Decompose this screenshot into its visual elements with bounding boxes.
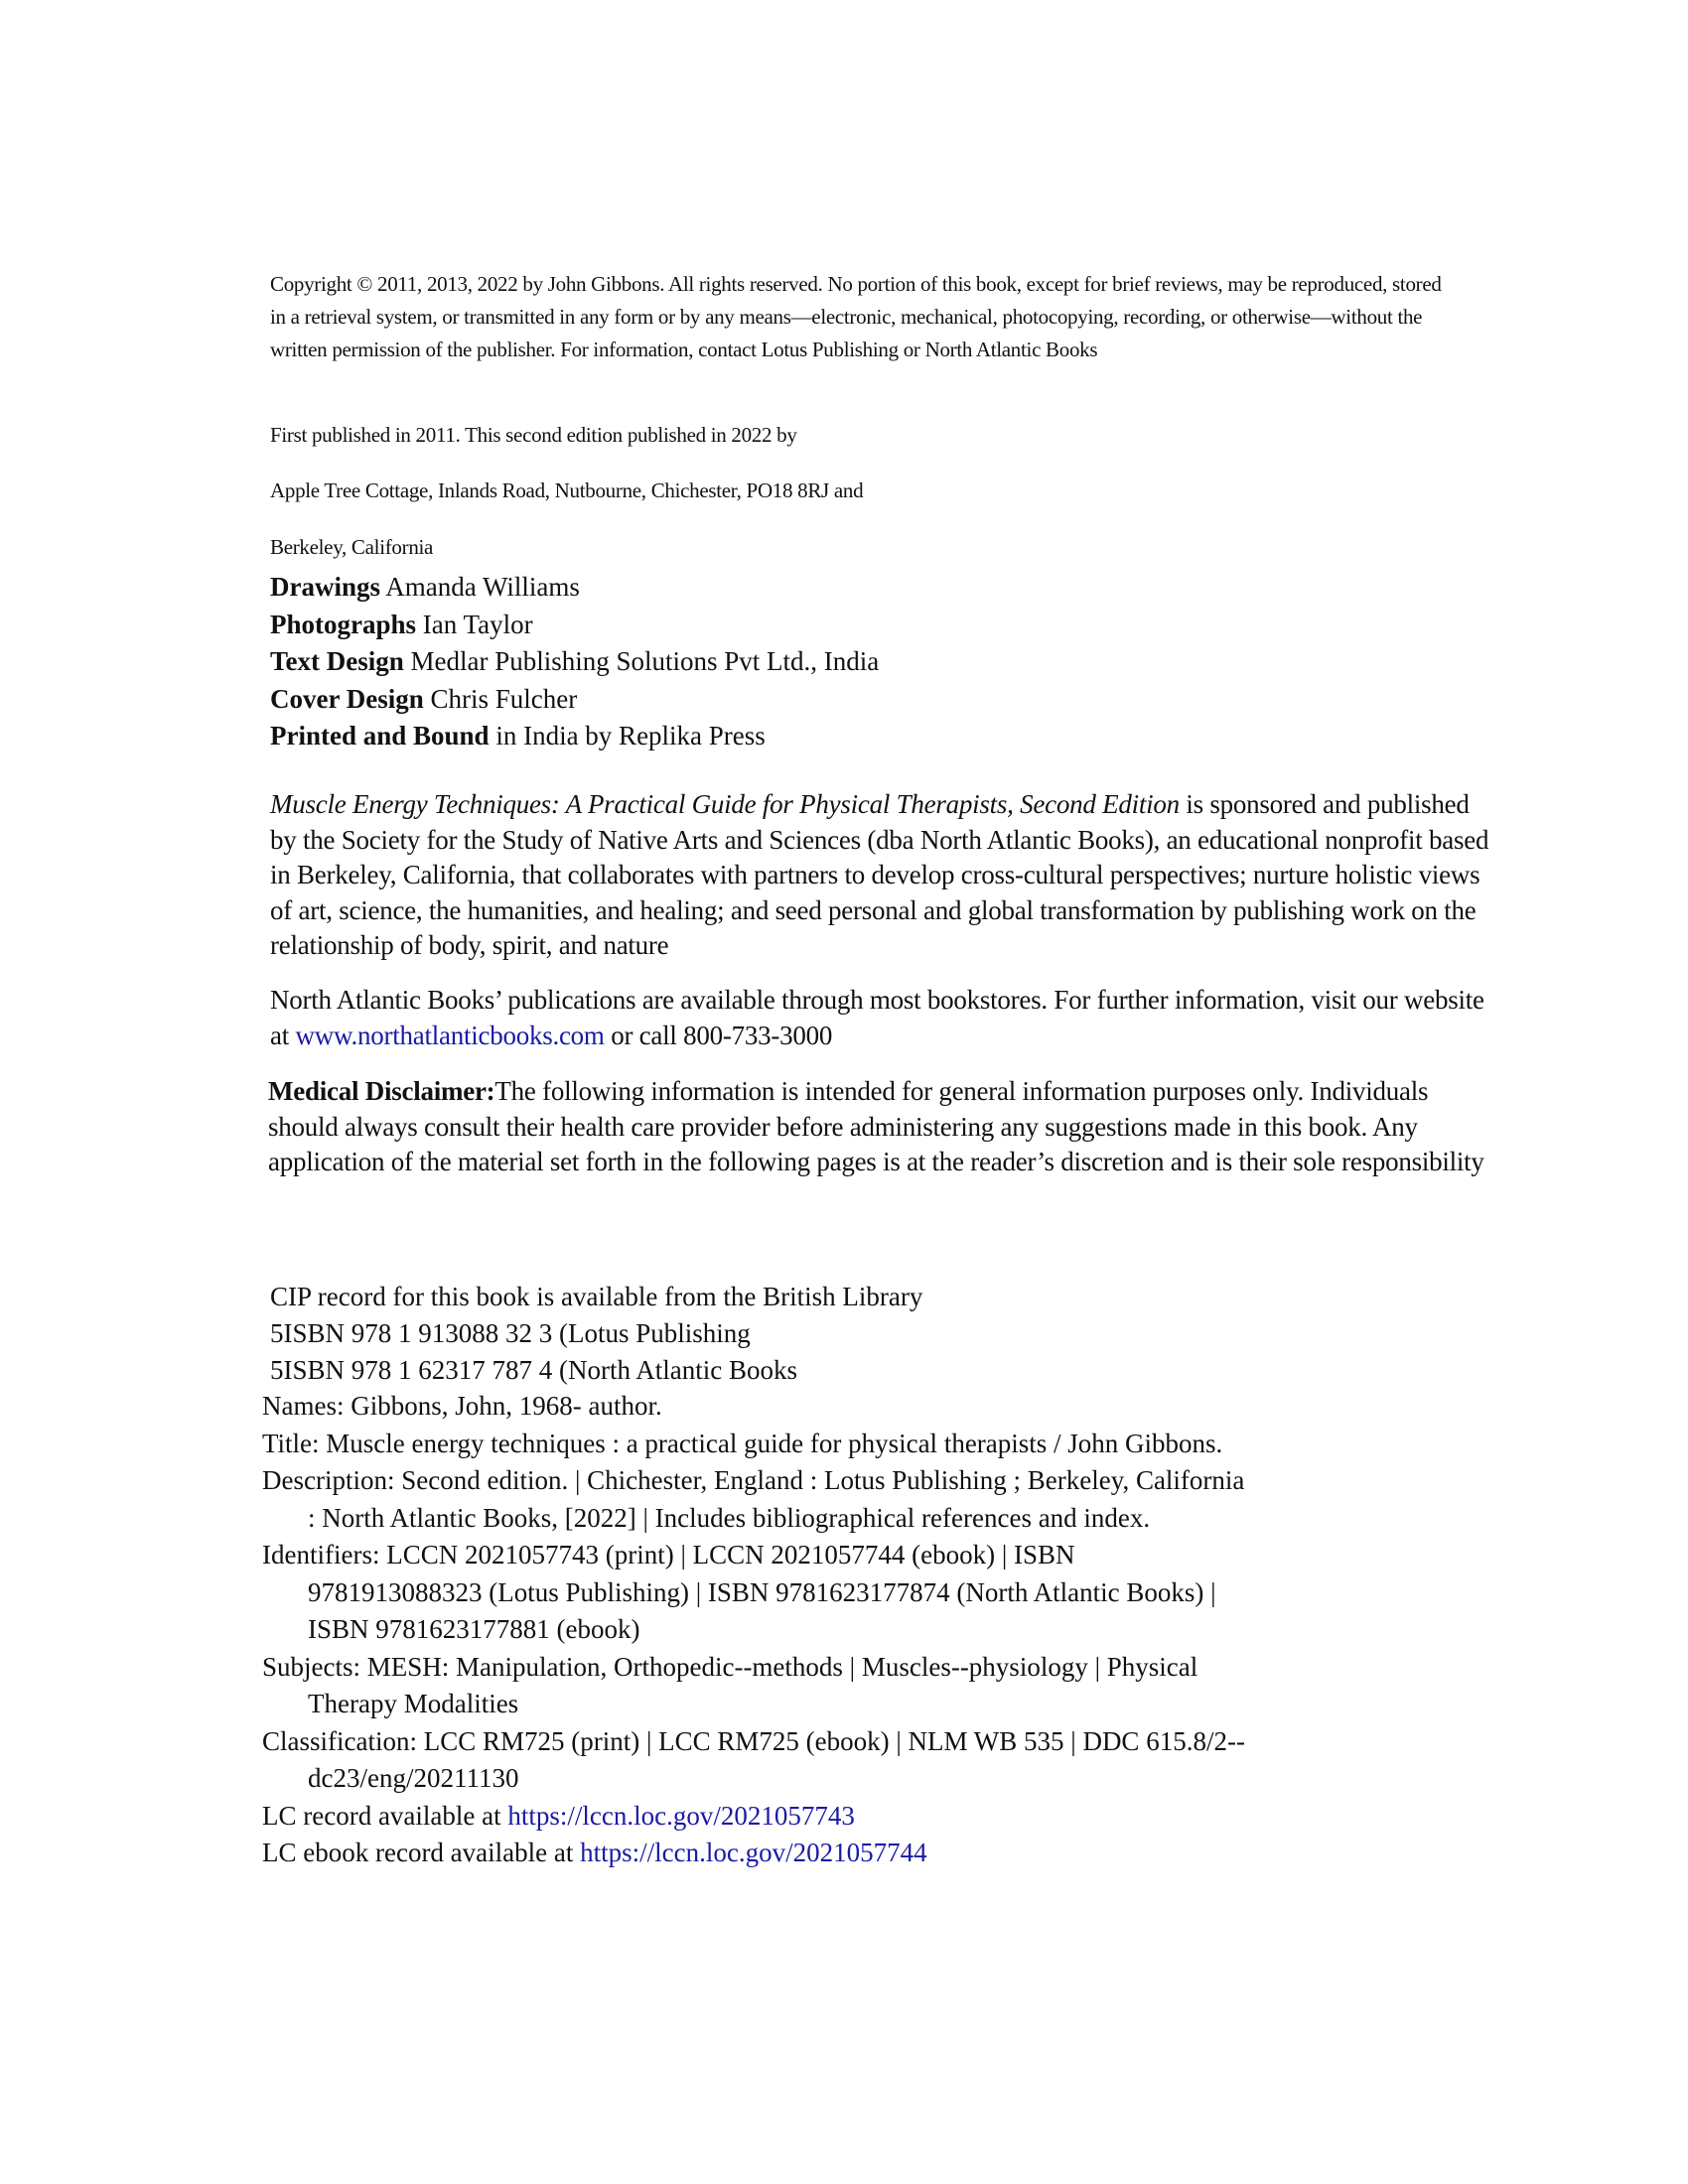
cip-record-line: CIP record for this book is available from the British Library [270,1282,923,1311]
credit-drawings [270,569,879,607]
availability-text: North Atlantic Books’ publications are available through most bookstores. For further information, visit our website at [270,985,1484,1050]
library-catalog-data [262,1388,1255,1872]
lc-record-line [262,1798,1255,1836]
sponsor-paragraph [270,787,1501,964]
disclaimer-label: Medical Disclaimer: [268,1076,495,1106]
catalog-description: Description: Second edition. | Chichester, England : Lotus Publishing ; Berkeley, California : North Atlantic Books, [2022] | Includes bibliographical references and index. [262,1465,1245,1533]
availability-paragraph [270,983,1501,1053]
credit-value: Ian Taylor [416,609,533,639]
disclaimer-text: The following information is intended for general information purposes only. Individuals should always consult their health care provider before administering any suggestions made in this book. Any application of the material set forth in the following pages is at the reader’s discretion and is their sole responsibility [268,1076,1484,1176]
publisher-location: Berkeley, California [270,535,434,559]
credit-label: Photographs [270,609,417,639]
cip-block [270,1279,922,1389]
catalog-title: Title: Muscle energy techniques : a practical guide for physical therapists / John Gibbons. [262,1428,1223,1458]
credit-value: Chris Fulcher [423,683,578,714]
lc-ebook-label: LC ebook record available at [262,1838,581,1867]
sponsor-text: is sponsored and published by the Society for the Study of Native Arts and Sciences (dba North Atlantic Books), an educational nonprofit based in Berkeley, California, that collaborates with partners to develop cross-cultural perspectives; nurture holistic views of art, science, the humanities, and healing; and seed personal and global transformation by publishing work on the relationship of body, spirit, and nature [270,789,1489,960]
publisher-address: Apple Tree Cottage, Inlands Road, Nutbourne, Chichester, PO18 8RJ and [270,478,864,502]
first-published-line: First published in 2011. This second edition published in 2022 by [270,423,797,447]
credit-value: Amanda Williams [380,572,580,602]
isbn-north-atlantic-line: 5ISBN 978 1 62317 787 4 (North Atlantic Books [270,1355,797,1385]
availability-phone-text: or call 800-733-3000 [604,1020,833,1050]
credit-printed-bound [270,718,879,755]
lc-record-link[interactable]: https://lccn.loc.gov/2021057743 [507,1800,855,1831]
credits-list [270,569,879,755]
catalog-identifiers: Identifiers: LCCN 2021057743 (print) | LCCN 2021057744 (ebook) | ISBN 9781913088323 (Lotus Publishing) | ISBN 9781623177874 (North Atlantic Books) | ISBN 9781623177881 (ebook) [262,1540,1216,1644]
catalog-names: Names: Gibbons, John, 1968- author. [262,1391,662,1421]
book-title: Muscle Energy Techniques: A Practical Guide for Physical Therapists, Second Edition [270,789,1180,819]
catalog-subjects: Subjects: MESH: Manipulation, Orthopedic--methods | Muscles--physiology | Physical Therapy Modalities [262,1651,1198,1718]
lc-ebook-record-line [262,1835,1255,1872]
lc-record-label: LC record available at [262,1800,508,1831]
website-link[interactable]: www.northatlanticbooks.com [295,1020,605,1050]
credit-label: Cover Design [270,683,424,714]
isbn-lotus-line: 5ISBN 978 1 913088 32 3 (Lotus Publishing [270,1318,751,1348]
credit-text-design [270,643,879,681]
credit-value: Medlar Publishing Solutions Pvt Ltd., India [403,646,880,676]
catalog-classification: Classification: LCC RM725 (print) | LCC RM725 (ebook) | NLM WB 535 | DDC 615.8/2--dc23/eng/20211130 [262,1725,1245,1793]
credit-cover-design [270,681,879,719]
credit-label: Printed and Bound [270,721,490,751]
lc-ebook-record-link[interactable]: https://lccn.loc.gov/2021057744 [580,1838,927,1867]
credit-label: Text Design [270,646,404,676]
credit-label: Drawings [270,572,381,602]
credit-value: in India by Replika Press [489,721,766,751]
credit-photographs [270,607,879,644]
copyright-notice: Copyright © 2011, 2013, 2022 by John Gibbons. All rights reserved. No portion of this book, except for brief reviews, may be reproduced, stored in a retrieval system, or transmitted in any form or by any means—electronic, mechanical, photocopying, recording, or otherwise—without the written permission of the publisher. For information, contact Lotus Publishing or North Atlantic Books [270,272,1442,361]
medical-disclaimer [268,1074,1499,1180]
